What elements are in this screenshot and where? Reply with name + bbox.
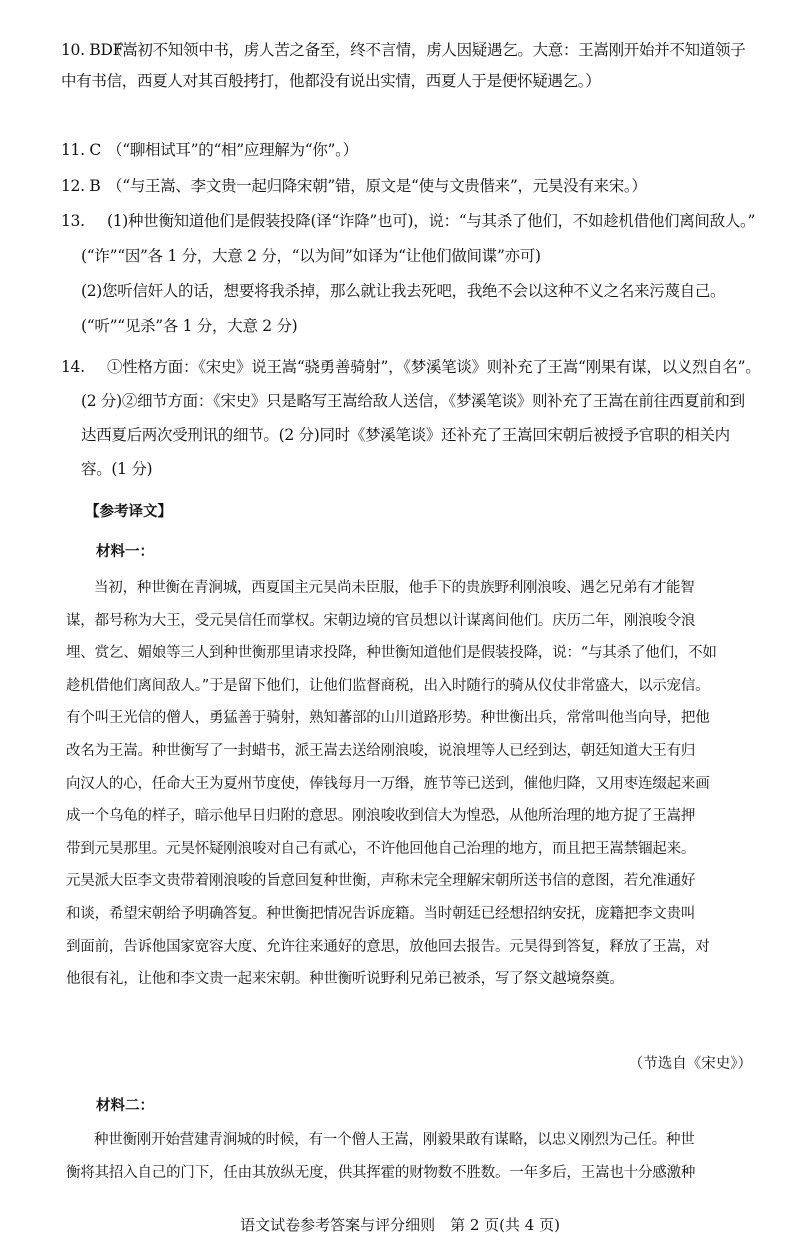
material-1-line: 趁机借他们离间敌人。”于是留下他们，让他们监督商税，出入时随行的骑从仪仗非常盛大，以示宠信。 — [66, 677, 710, 694]
material-2-title: 材料二： — [96, 1098, 154, 1114]
material-1-line: 和谈，希望宋朝给予明确答复。种世衡把情况告诉庞籍。当时朝廷已经想招纳安抚，庞籍把李文贵叫 — [66, 905, 696, 922]
material-1-line: 有个叫王光信的僧人，勇猛善于骑射，熟知蕃部的山川道路形势。种世衡出兵，常常叫他当向导，把他 — [66, 710, 710, 727]
material-1-line: 改名为王嵩。种世衡写了一封蜡书，派王嵩去送给刚浪唆，说浪埋等人已经到达，朝廷知道大王有归 — [66, 742, 696, 759]
material-1-line: 带到元昊那里。元昊怀疑刚浪唆对自己有贰心，不许他回他自己治理的地方，而且把王嵩禁锢起来。 — [66, 840, 696, 857]
material-2-body — [66, 1124, 766, 1189]
answer-14-text-1: ①性格方面：《宋史》说王嵩“骁勇善骑射”，《梦溪笔谈》则补充了王嵩“刚果有谋，以义烈自名”。 — [107, 358, 761, 376]
material-1-line: 元昊派大臣李文贵带着刚浪唆的旨意回复种世衡，声称未完全理解宋朝所送书信的意图，若允准通好 — [66, 873, 696, 890]
answer-13-text-1: (1)种世衡知道他们是假装投降(译“诈降”也可)，说：“与其杀了他们，不如趁机借他们离间敌人。” — [107, 212, 756, 230]
material-1-body — [66, 572, 766, 996]
material-1-line: 到面前，告诉他国家宽容大度、允许往来通好的意思，放他回去报告。元昊得到答复，释放了王嵩，对 — [66, 938, 710, 955]
page-footer: 语文试卷参考答案与评分细则 第 2 页(共 4 页) — [240, 1216, 560, 1234]
answer-11 — [61, 135, 764, 166]
answer-14-text-2: (2 分)②细节方面：《宋史》只是略写王嵩给敌人送信，《梦溪笔谈》则补充了王嵩在前往西夏前和到 — [81, 392, 745, 410]
reference-translation-heading: 【参考译文】 — [85, 504, 172, 520]
answer-11-number: 11. C — [61, 141, 101, 159]
answer-13-text-4: (“听”“见杀”各 1 分，大意 2 分) — [81, 317, 298, 335]
answer-13-text-3: (2)您听信奸人的话，想要将我杀掉，那么就让我去死吧，我绝不会以这种不义之名来污蔑自己。 — [81, 282, 726, 300]
answer-13 — [61, 206, 764, 342]
answer-14 — [61, 352, 764, 485]
answer-10-text-1: （嵩初不知领中书，虏人苦之备至，终不言情，虏人因疑遇乞。大意：王嵩刚开始并不知道领子 — [107, 41, 746, 59]
answer-14-number: 14. — [61, 358, 85, 376]
material-1-title: 材料一： — [96, 544, 154, 560]
material-1-line: 成一个乌龟的样子，暗示他早日归附的意思。刚浪唆收到信大为惶恐，从他所治理的地方捉了王嵩押 — [66, 808, 696, 825]
material-1-line: 谋，都号称为大王，受元昊信任而掌权。宋朝边境的官员想以计谋离间他们。庆历二年，刚浪唆令浪 — [66, 612, 696, 629]
answer-12-text: （“与王嵩、李文贵一起归降宋朝”错，原文是“使与文贵偕来”，元昊没有来宋。） — [107, 177, 647, 195]
answer-14-text-3: 达西夏后两次受刑讯的细节。(2 分)同时《梦溪笔谈》还补充了王嵩回宋朝后被授予官职的相关内 — [81, 426, 730, 444]
answer-12 — [61, 171, 764, 202]
material-1-line: 向汉人的心，任命大王为夏州节度使，俸钱每月一万缗，旌节等已送到，催他归降，又用枣连缀起来画 — [66, 775, 710, 792]
answer-10 — [61, 35, 764, 97]
answer-14-text-4: 容。(1 分) — [81, 460, 153, 478]
answer-11-text: （“聊相试耳”的“相”应理解为“你”。） — [107, 141, 358, 159]
answer-10-line-1 — [61, 35, 764, 66]
material-1-line: 当初，种世衡在青涧城，西夏国主元昊尚未臣服，他手下的贵族野利刚浪唆、遇乞兄弟有才能智 — [94, 580, 695, 596]
answer-13-number: 13. — [61, 212, 85, 230]
answer-10-number: 10. BDF — [61, 41, 124, 59]
material-1-line: 他很有礼，让他和李文贵一起来宋朝。种世衡听说野利兄弟已被杀，写了祭文越境祭奠。 — [66, 971, 624, 988]
material-1-line: 埋、赏乞、媚娘等三人到种世衡那里请求投降，种世衡知道他们是假装投降，说：“与其杀了他们，不如 — [66, 645, 717, 662]
material-2-line: 衡将其招入自己的门下，任由其放纵无度，供其挥霍的财物数不胜数。一年多后，王嵩也十分感激种 — [66, 1164, 696, 1181]
answer-10-line-2: 中有书信，西夏人对其百般拷打，他都没有说出实情，西夏人于是便怀疑遇乞。） — [61, 72, 601, 90]
material-1-source: （节选自《宋史》） — [628, 1056, 752, 1072]
answer-13-text-2: (“诈”“因”各 1 分，大意 2 分，“以为间”如译为“让他们做间谍”亦可) — [81, 247, 541, 265]
material-2-line: 种世衡刚开始营建青涧城的时候，有一个僧人王嵩，刚毅果敢有谋略，以忠义刚烈为己任。种世 — [94, 1132, 695, 1148]
answer-12-number: 12. B — [61, 177, 101, 195]
